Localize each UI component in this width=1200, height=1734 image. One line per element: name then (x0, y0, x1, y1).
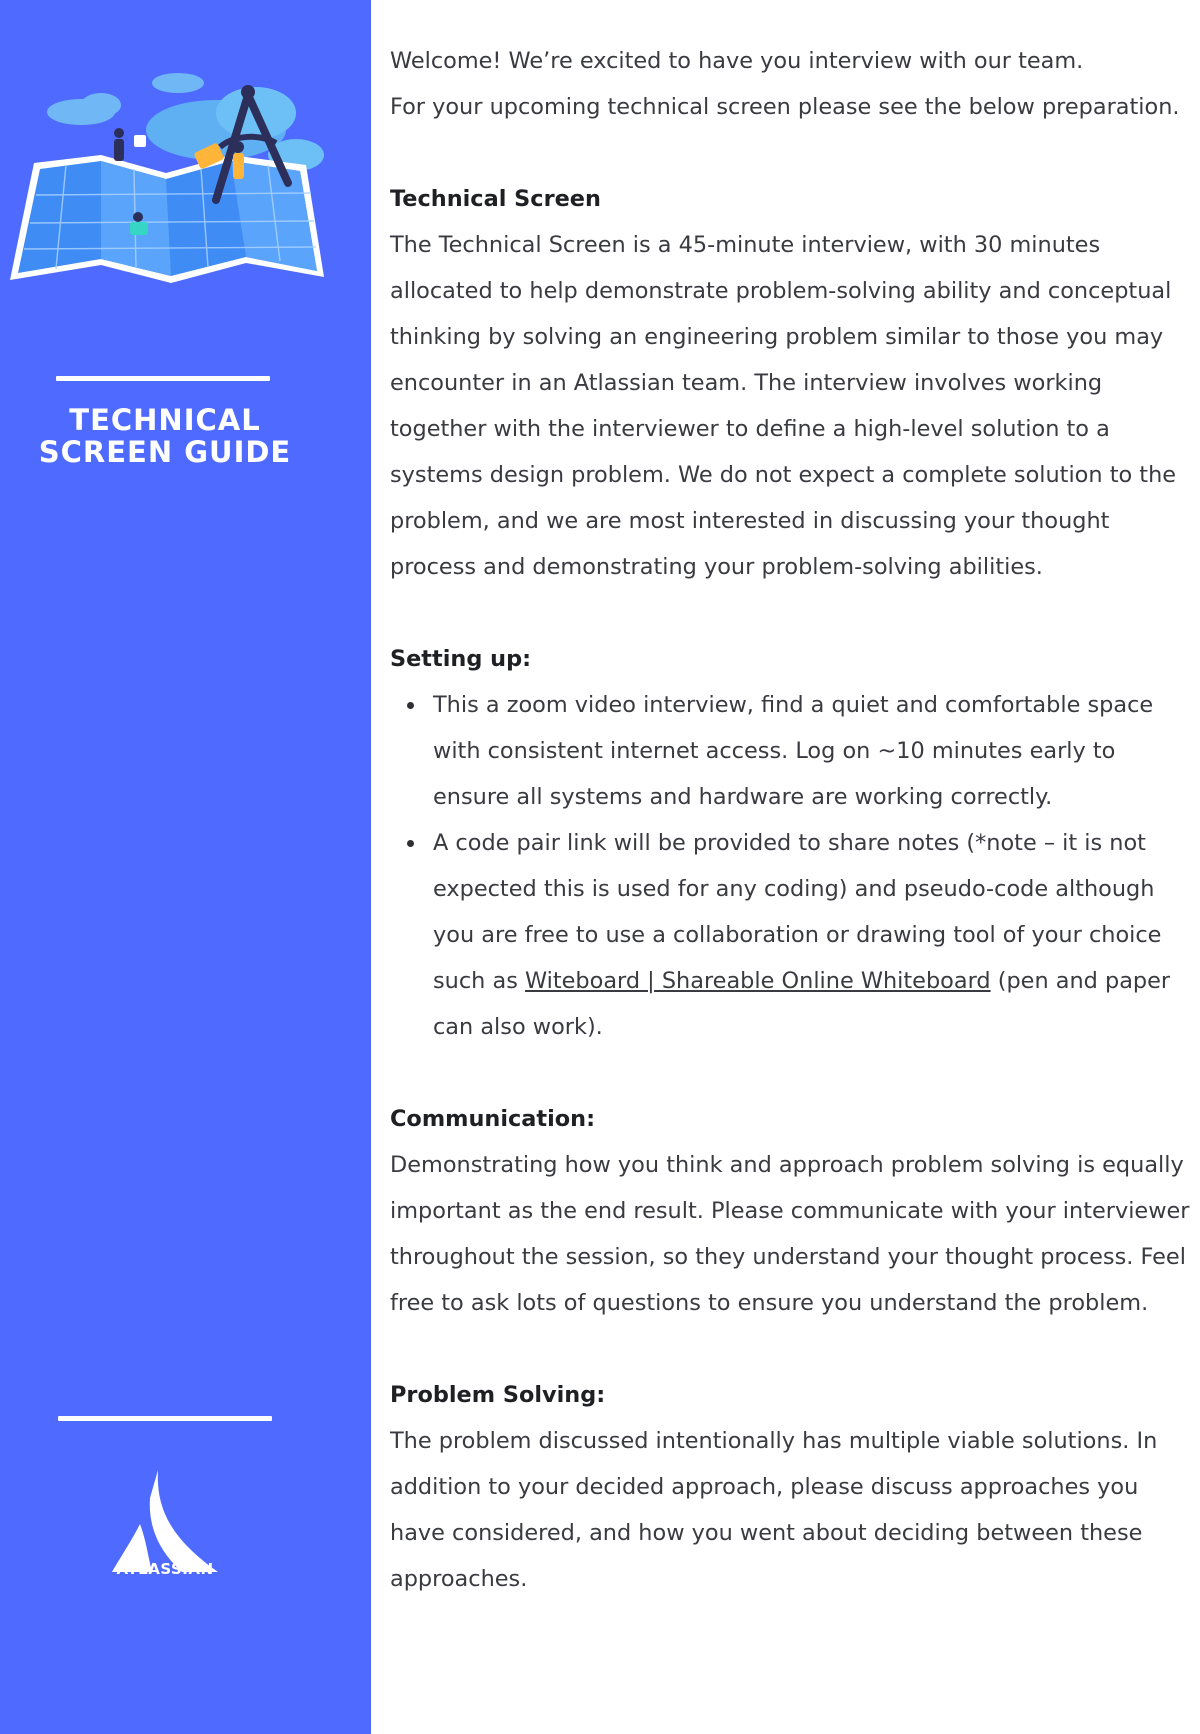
problem-solving-body: The problem discussed intentionally has multiple viable solutions. In addition to your decided approach, please discuss approaches you have considered, and how you went about deciding between these approaches. (390, 1428, 1158, 1592)
witeboard-link[interactable]: Witeboard | Shareable Online Whiteboard (524, 968, 991, 994)
sidebar-divider-top (56, 376, 270, 381)
setting-up-bullet-2-text: A code pair link will be provided to share notes (*note – it is not expected this is used for any coding) and pseudo-code although you are free to use a collaboration or drawing tool of your choice such as (433, 830, 1162, 994)
atlassian-logo-text: ATLASSIAN (116, 1560, 214, 1578)
guide-content (390, 38, 1198, 1602)
list-item (433, 682, 1198, 820)
setting-up-heading: Setting up: (390, 646, 532, 672)
setting-up-bullet-2-suffix: (pen and paper can also work). (433, 968, 1171, 1040)
problem-solving-heading: Problem Solving: (390, 1382, 606, 1408)
technical-screen-heading: Technical Screen (390, 186, 601, 212)
list-item (433, 820, 1198, 1050)
sidebar-title-line2: SCREEN GUIDE (38, 435, 292, 469)
sidebar (0, 0, 371, 1734)
technical-screen-body: The Technical Screen is a 45-minute interview, with 30 minutes allocated to help demonstrate problem-solving ability and conceptual thinking by solving an engineering problem similar to those you may encounter in an Atlassian team. The interview involves working together with the interviewer to define a high-level solution to a systems design problem. We do not expect a complete solution to the problem, and we are most interested in discussing your thought process and demonstrating your problem-solving abilities. (390, 232, 1177, 580)
setting-up-list (390, 682, 1198, 1050)
sidebar-title (20, 404, 310, 468)
intro-line-2: For your upcoming technical screen please see the below preparation. (390, 94, 1180, 120)
communication-body: Demonstrating how you think and approach problem solving is equally important as the end result. Please communicate with your interviewer throughout the session, so they understand your thought process. Feel free to ask lots of questions to ensure you understand the problem. (390, 1152, 1190, 1316)
sidebar-title-line1: TECHNICAL (69, 403, 261, 437)
communication-heading: Communication: (390, 1106, 596, 1132)
setting-up-bullet-1: This a zoom video interview, find a quiet and comfortable space with consistent internet access. Log on ~10 minutes early to ensure all systems and hardware are working correctly. (433, 692, 1154, 810)
intro-line-1: Welcome! We’re excited to have you interview with our team. (390, 48, 1084, 74)
map-compass-illustration-icon (6, 55, 326, 290)
sidebar-divider-bottom (58, 1416, 272, 1421)
